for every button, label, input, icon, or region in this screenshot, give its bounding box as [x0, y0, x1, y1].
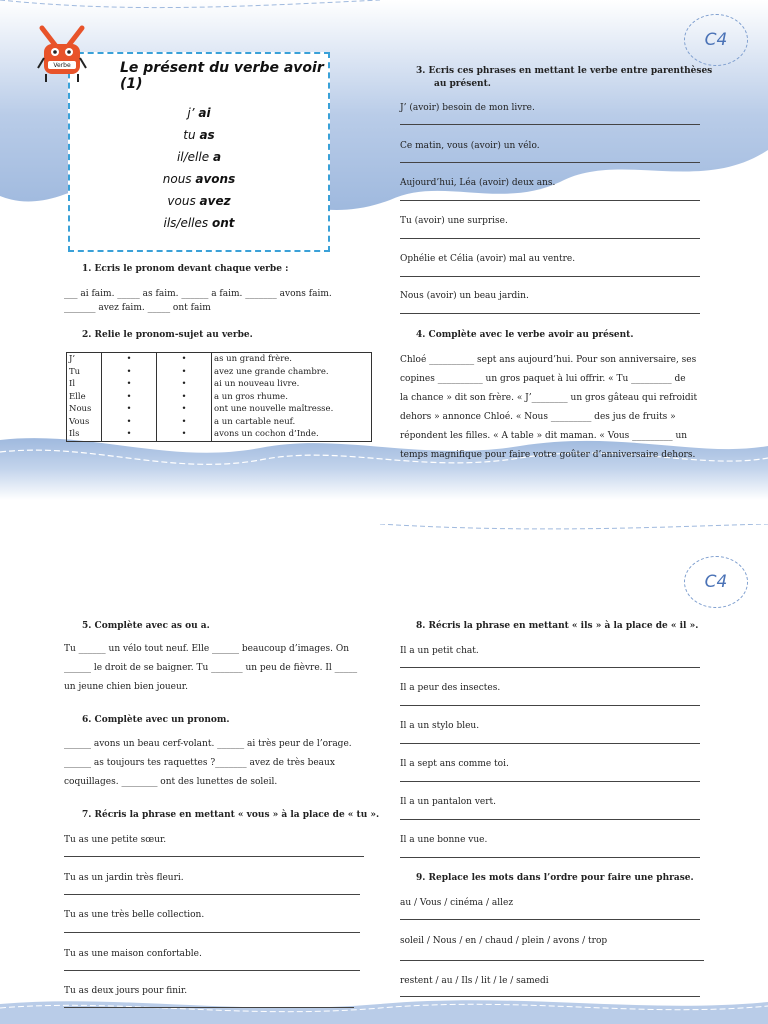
exercise-1-line: _______ avez faim. _____ ont faim [64, 303, 211, 313]
exercise-3-sentence: J’ (avoir) besoin de mon livre. [400, 103, 535, 113]
mascot-label: Verbe [53, 62, 71, 69]
matching-table [66, 352, 372, 442]
exercise-6-title: 6. Complète avec un pronom. [82, 715, 230, 725]
exercise-3-sentence: Aujourd’hui, Léa (avoir) deux ans. [400, 178, 556, 188]
exercise-7-sentence: Tu as deux jours pour finir. [64, 986, 188, 996]
exercise-7-sentence: Tu as un jardin très fleuri. [64, 873, 184, 883]
exercise-8-sentence: Il a sept ans comme toi. [400, 759, 509, 769]
answer-line[interactable] [400, 276, 700, 277]
exercise-3-title-cont: au présent. [434, 79, 491, 89]
level-badge: C4 [684, 556, 748, 608]
conjugation-row: ils/elles ont [163, 216, 235, 230]
exercise-5-title: 5. Complète avec as ou a. [82, 621, 210, 631]
exercise-8-sentence: Il a un pantalon vert. [400, 797, 497, 807]
answer-line[interactable] [400, 238, 700, 239]
exercise-8-sentence: Il a un stylo bleu. [400, 721, 480, 731]
exercise-9-item: soleil / Nous / en / chaud / plein / avons / trop [400, 936, 608, 946]
conjugation-row: vous avez [167, 194, 231, 208]
dot-column-left[interactable]: • • • • • • • [102, 353, 157, 442]
exercise-3-title: 3. Ecris ces phrases en mettant le verbe entre parenthèses [416, 66, 713, 76]
answer-line[interactable] [64, 894, 360, 895]
answer-line[interactable] [64, 932, 360, 933]
answer-line[interactable] [64, 856, 364, 857]
exercise-9-title: 9. Replace les mots dans l’ordre pour faire une phrase. [416, 873, 694, 883]
answer-line[interactable] [400, 919, 700, 920]
answer-line[interactable] [400, 781, 700, 782]
dot-column-right[interactable]: • • • • • • • [157, 353, 212, 442]
answer-line[interactable] [400, 162, 700, 163]
conjugation-row: tu as [183, 128, 215, 142]
exercise-4-title: 4. Complète avec le verbe avoir au présent. [416, 330, 634, 340]
answer-line[interactable] [400, 960, 704, 961]
answer-line[interactable] [64, 970, 360, 971]
exercise-3-sentence: Tu (avoir) une surprise. [400, 216, 508, 226]
exercise-6-paragraph: ______ avons un beau cerf-volant. ______ ai très peur de l’orage. ______ as toujours tes raquettes ?_______ avez de très beaux coquillages. ________ ont des lunettes de soleil. [64, 739, 352, 787]
answer-line[interactable] [400, 124, 700, 125]
exercise-3-sentence: Nous (avoir) un beau jardin. [400, 291, 529, 301]
lesson-box [68, 52, 330, 252]
exercise-9-item: restent / au / Ils / lit / le / samedi [400, 976, 549, 986]
exercise-7-sentence: Tu as une très belle collection. [64, 910, 205, 920]
exercise-8-sentence: Il a une bonne vue. [400, 835, 488, 845]
answer-line[interactable] [400, 819, 700, 820]
exercise-8-sentence: Il a peur des insectes. [400, 683, 501, 693]
verb-ending-column: as un grand frère. avez une grande chambre. ai un nouveau livre. a un gros rhume. ont une nouvelle maîtresse. a un cartable neuf. avons un cochon d’Inde. [212, 353, 372, 442]
worksheet-page-2 [0, 524, 768, 1024]
answer-line[interactable] [64, 1007, 354, 1008]
exercise-5-paragraph: Tu ______ un vélo tout neuf. Elle ______ beaucoup d’images. On ______ le droit de se baigner. Tu _______ un peu de fièvre. Il _____ un jeune chien bien joueur. [64, 644, 358, 692]
exercise-8-title: 8. Récris la phrase en mettant « ils » à la place de « il ». [416, 621, 699, 631]
exercise-3-sentence: Ophélie et Célia (avoir) mal au ventre. [400, 254, 576, 264]
conjugation-row: nous avons [162, 172, 236, 186]
exercise-7-sentence: Tu as une petite sœur. [64, 835, 167, 845]
answer-line[interactable] [400, 667, 700, 668]
conjugation-row: j’ ai [187, 106, 211, 120]
conjugation-row: il/elle a [176, 150, 222, 164]
exercise-3-sentence: Ce matin, vous (avoir) un vélo. [400, 141, 540, 151]
page-gap [0, 500, 768, 524]
answer-line[interactable] [400, 857, 700, 858]
answer-line[interactable] [400, 705, 700, 706]
answer-line[interactable] [400, 313, 700, 314]
exercise-1-line: ___ ai faim. _____ as faim. ______ a faim. _______ avons faim. [64, 289, 332, 299]
worksheet-page-1 [0, 0, 768, 500]
exercise-2-title: 2. Relie le pronom-sujet au verbe. [82, 330, 253, 340]
exercise-1-title: 1. Ecris le pronom devant chaque verbe : [82, 264, 289, 274]
exercise-4-paragraph: Chloé __________ sept ans aujourd’hui. Pour son anniversaire, ses copines __________ un gros paquet à lui offrir. « Tu _________ de la chance » dit son frère. « J’________ un gros gâteau qui refroidit dehors » annonce Chloé. « Nous _________ des jus de fruits » répondent les filles. « A table » dit maman. « Vous _________ un temps magnifique pour faire votre goûter d’anniversaire dehors. [400, 355, 698, 460]
verb-mascot-icon [36, 24, 88, 86]
exercise-7-sentence: Tu as une maison confortable. [64, 949, 202, 959]
level-badge: C4 [684, 14, 748, 66]
lesson-title: Le présent du verbe avoir (1) [120, 60, 324, 92]
exercise-9-item: au / Vous / cinéma / allez [400, 898, 514, 908]
exercise-7-title: 7. Récris la phrase en mettant « vous » à la place de « tu ». [82, 810, 380, 820]
answer-line[interactable] [400, 743, 700, 744]
pronoun-column: J’ Tu Il Elle Nous Vous Ils [67, 353, 102, 442]
exercise-8-sentence: Il a un petit chat. [400, 646, 479, 656]
answer-line[interactable] [400, 996, 700, 997]
answer-line[interactable] [400, 200, 700, 201]
